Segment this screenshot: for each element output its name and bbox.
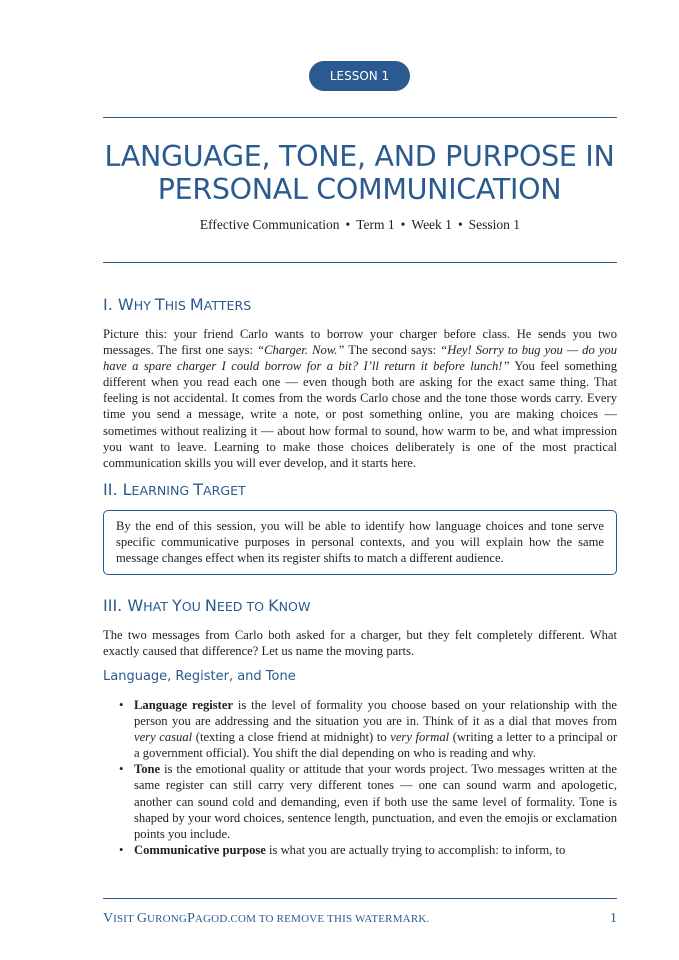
term-tone: Tone	[134, 762, 161, 777]
session-info	[103, 216, 617, 234]
separator-dot: •	[345, 217, 351, 232]
list-item: • Language register is the level of formality you choose based on your relationship with the person you are addressing and the situation you are in. Think of it as a dial that moves from very casual (texting a close friend at midnight) to very formal (writing a letter to a principal or a government official). You shift the dial depending on who is reading and why.	[103, 697, 617, 761]
watermark-text: VISIT GURONGPAGOD.COM TO REMOVE THIS WATERMARK.	[103, 911, 430, 926]
page-title	[90, 140, 629, 206]
section-heading-what-you-need-to-know: III. WHAT YOU NEED TO KNOW	[103, 596, 311, 615]
subheading-language-register-tone: Language, Register, and Tone	[103, 669, 296, 684]
separator-dot: •	[457, 217, 463, 232]
list-item: • Communicative purpose is what you are actually trying to accomplish: to inform, to	[103, 842, 617, 858]
lesson-badge: LESSON 1	[309, 61, 410, 91]
section-intro-paragraph: The two messages from Carlo both asked for a charger, but they felt completely different. What exactly caused that difference? Let us name the moving parts.	[103, 628, 617, 659]
top-divider	[103, 117, 617, 118]
section-heading-learning-target: II. LEARNING TARGET	[103, 480, 246, 499]
list-item: • Tone is the emotional quality or attitude that your words project. Two messages written at the same register can still carry very different tones — one can sound warm and apologetic, another can sound cold and demanding, even if both use the same level of formality. Tone is shaped by your word choices, sentence length, punctuation, and even the emojis or exclamation points you include.	[103, 761, 617, 841]
quote-long-message: “Hey! Sorry to bug you — do you have a spare charger I could borrow for a bit? I’ll return it before lunch!”	[103, 343, 618, 374]
intro-paragraph: Picture this: your friend Carlo wants to borrow your charger before class. He sends you two messages. The first one says: “Charger. Now.” The second says: “Hey! Sorry to bug you — do you have a spare charger I could borrow for a bit? I’ll return it before lunch!” You feel something different when you read each one — even though both are asking for the exact same thing. That feeling is not accidental. It comes from the words Carlo chose and the tone those words carry. Every time you send a message, write a note, or post something online, you are making choices — sometimes without realizing it — about how formal to sound, how warm to be, and what impression you want to leave. Learning to make those choices deliberately is one of the most practical communication skills you will ever develop, and it starts here.	[103, 327, 618, 470]
definitions-list	[103, 697, 617, 858]
title-line-2: PERSONAL COMMUNICATION	[157, 173, 562, 206]
learning-target-box: By the end of this session, you will be able to identify how language choices and tone serve specific communicative purposes in personal contexts, and you will explain how the same message changes effect when its register shifts to match a different audience.	[103, 510, 617, 575]
term-communicative-purpose: Communicative purpose	[134, 842, 266, 857]
header-divider	[103, 262, 617, 263]
separator-dot: •	[400, 217, 406, 232]
page-number: 1	[610, 911, 617, 926]
footer-divider	[103, 898, 617, 899]
term-language-register: Language register	[134, 698, 234, 712]
title-line-1: LANGUAGE, TONE, AND PURPOSE IN	[104, 140, 615, 173]
quote-short-message: “Charger. Now.”	[257, 343, 345, 358]
session-label: Session 1	[468, 217, 521, 232]
course-name: Effective Communication	[199, 217, 340, 232]
section-heading-why-this-matters: I. WHY THIS MATTERS	[103, 295, 252, 314]
week-label: Week 1	[411, 217, 452, 232]
term-label: Term 1	[356, 217, 395, 232]
